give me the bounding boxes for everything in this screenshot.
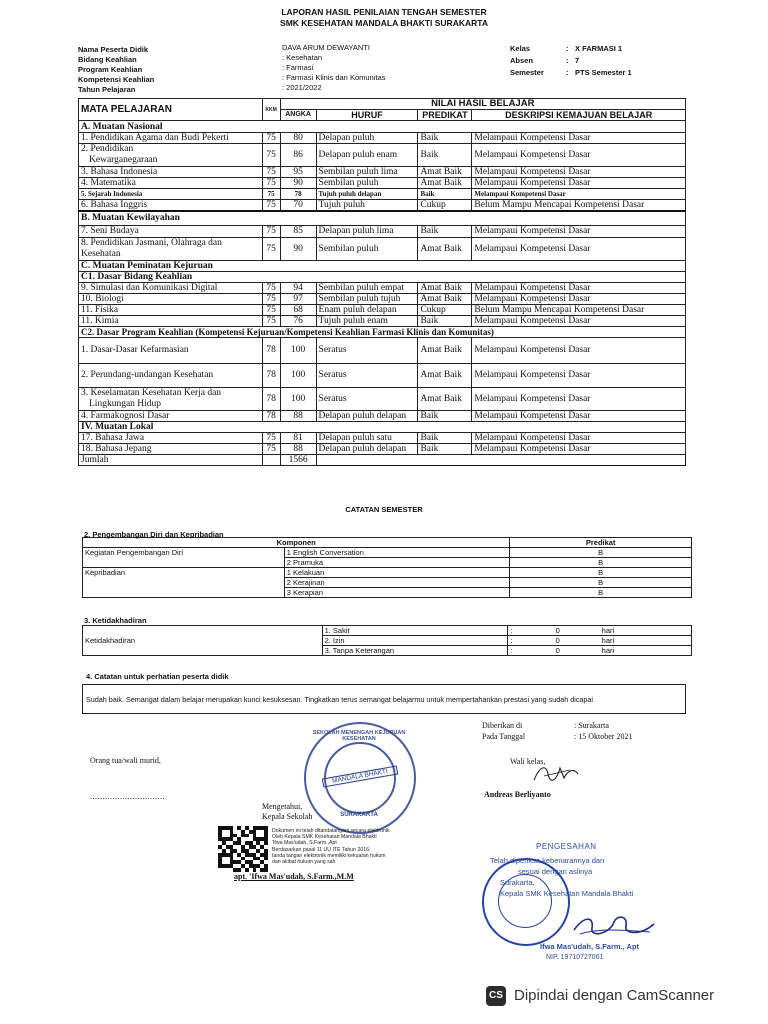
table-row: 6. Bahasa Inggris 75 70 Tujuh puluh Cukup Belum Mampu Mencapai Kompetensi Dasar (79, 200, 686, 212)
table-row: 3. Tanpa Keterangan : 0 hari (83, 646, 692, 656)
table-row: 8. Pendidikan Jasmani, Olahraga dan Kesehatan 75 90 Sembilan puluh Amat Baik Melampaui Kompetensi Dasar (79, 237, 686, 260)
report-title: LAPORAN HASIL PENILAIAN TENGAH SEMESTER (281, 7, 487, 17)
orang-tua-label: Orang tua/wali murid, (90, 756, 161, 765)
header-kkm: KKM (262, 99, 280, 121)
class-info-colons: : : : (566, 44, 569, 77)
wali-kelas-label: Wali kelas, (510, 757, 546, 766)
kepala-sekolah-name: apt. 'Ifwa Mas'udah, S.Farm.,M.M (234, 872, 354, 881)
ketidakhadiran-title: 3. Ketidakhadiran (84, 616, 147, 625)
table-row: 2 Kerajinan B (83, 578, 692, 588)
header-huruf: HURUF (316, 110, 418, 121)
kepala-sekolah-label: Mengetahui, Kepala Sekolah (262, 802, 313, 821)
total-row (79, 454, 686, 465)
section-b-rows (79, 225, 686, 260)
electronic-signature-note: Dokumen ini telah ditandatangani secara elektronik Oleh Kepala SMK Kesehatan Mandala Bhakti 'Ifwa Mas'udah, S.Farm.,Apt Berdasarkan pasal 11 UU ITE Tahun 2016, tanda tangan elektronik memiliki kekuatan hukum dan akibat hukum yang sah (272, 828, 390, 866)
section-c1-rows (79, 282, 686, 326)
table-row: 11. Kimia 75 76 Tujuh puluh enam Baik Melampaui Kompetensi Dasar (79, 315, 686, 326)
header-angka: ANGKA (280, 110, 316, 121)
pengembangan-title: 2. Pengembangan Diri dan Kepribadian (84, 530, 224, 539)
pengesahan-name: Ifwa Mas'udah, S.Farm., Apt (540, 942, 640, 951)
school-name: SMK KESEHATAN MANDALA BHAKTI SURAKARTA (280, 18, 488, 28)
section-iv-rows (79, 432, 686, 454)
place-date-labels: Diberikan di Pada Tanggal (482, 721, 526, 741)
camscanner-logo-icon: CS (486, 986, 506, 1006)
table-row: 1. Dasar-Dasar Kefarmasian 78 100 Seratus Amat Baik Melampaui Kompetensi Dasar (79, 337, 686, 363)
pengesahan-text: Telah diperiksa kebenarannya dan sesuai dengan aslinya Surakarta, Kepala SMK Kesehatan Mandala Bhakti (490, 856, 634, 898)
table-row: 10. Biologi 75 97 Sembilan puluh tujuh Amat Baik Melampaui Kompetensi Dasar (79, 293, 686, 304)
total-value: 1566 (280, 454, 316, 465)
header-mata-pelajaran: MATA PELAJARAN (79, 99, 263, 121)
section-a-rows (79, 133, 686, 212)
header-predikat: PREDIKAT (418, 110, 472, 121)
pengesahan-title: PENGESAHAN (536, 842, 597, 851)
table-row: 11. Fisika 75 68 Enam puluh delapan Cukup Belum Mampu Mencapai Kompetensi Dasar (79, 304, 686, 315)
table-row: 7. Seni Budaya 75 85 Delapan puluh lima Baik Melampaui Kompetensi Dasar (79, 225, 686, 237)
table-row: 5. Sejarah Indonesia 75 78 Tujuh puluh delapan Baik Melampaui Kompetensi Dasar (79, 189, 686, 200)
table-row: 1. Pendidikan Agama dan Budi Pekerti 75 80 Delapan puluh Baik Melampaui Kompetensi Dasar (79, 133, 686, 144)
catatan-semester-title: CATATAN SEMESTER (345, 505, 423, 514)
table-row: 2 Pramuka B (83, 558, 692, 568)
table-row: 2. Pendidikan Kewarganegaraan 75 86 Delapan puluh enam Baik Melampaui Kompetensi Dasar (79, 144, 686, 167)
table-row: 2. Perundang-undangan Kesehatan 78 100 Seratus Amat Baik Melampaui Kompetensi Dasar (79, 363, 686, 387)
table-row: 4. Farmakognosi Dasar 78 88 Delapan puluh delapan Baik Melampaui Kompetensi Dasar (79, 410, 686, 421)
pengesahan-nip: NIP. 19710727061 (546, 954, 604, 961)
identity-labels: Nama Peserta Didik Bidang Keahlian Program Keahlian Kompetensi Keahlian Tahun Pelajaran (78, 45, 155, 94)
place-date-values: : Surakarta : 15 Oktober 2021 (574, 721, 633, 741)
pengesahan-stamp-inner (498, 874, 552, 928)
section-muatan-kewilayahan: B. Muatan Kewilayahan (79, 211, 686, 225)
header-nilai-hasil: NILAI HASIL BELAJAR (280, 99, 685, 110)
table-row: Kegiatan Pengembangan Diri 1 English Conversation B (83, 548, 692, 558)
table-row: Kepribadian 1 Kelakuan B (83, 568, 692, 578)
table-row: 2. Izin : 0 hari (83, 636, 692, 646)
section-muatan-nasional: A. Muatan Nasional (79, 121, 686, 133)
total-label: Jumlah (79, 454, 263, 465)
catatan-text: Sudah baik. Semangat dalam belajar merupakan kunci kesuksesan. Tingkatkan terus semangat belajarmu untuk mempertahankan prestasi yang sudah dicapai (82, 684, 686, 714)
section-c2-rows (79, 337, 686, 421)
header-komponen: Komponen (83, 538, 510, 548)
table-row: 3. Bahasa Indonesia 75 95 Sembilan puluh lima Amat Baik Melampaui Kompetensi Dasar (79, 167, 686, 178)
wali-kelas-name: Andreas Berliyanto (484, 790, 551, 799)
table-row: 3. Keselamatan Kesehatan Kerja dan Lingkungan Hidup 78 100 Seratus Amat Baik Melampaui Kompetensi Dasar (79, 387, 686, 410)
catatan-title: 4. Catatan untuk perhatian peserta didik (86, 672, 229, 681)
ketidakhadiran-table (82, 625, 692, 656)
section-dasar-bidang: C1. Dasar Bidang Keahlian (79, 271, 686, 282)
pengesahan-signature (570, 912, 660, 940)
section-muatan-peminatan: C. Muatan Peminatan Kejuruan (79, 260, 686, 271)
pengembangan-table (82, 537, 692, 598)
section-muatan-lokal: IV. Muatan Lokal (79, 421, 686, 432)
class-info-labels: Kelas Absen Semester (510, 44, 544, 77)
orang-tua-signature-line: .............................. (90, 792, 165, 801)
school-stamp: SEKOLAH MENENGAH KEJURUAN KESEHATAN MANDALA BHAKTI SURAKARTA (304, 722, 416, 834)
identity-values: DAVA ARUM DEWAYANTI : Kesehatan : Farmasi : Farmasi Klinis dan Komunitas : 2021/2022 (282, 43, 386, 92)
class-info-values: X FARMASI 1 7 PTS Semester 1 (575, 44, 632, 77)
ketidakhadiran-label: Ketidakhadiran (83, 626, 323, 656)
camscanner-watermark: Dipindai dengan CamScanner (514, 987, 715, 1004)
table-row: 9. Simulasi dan Komunikasi Digital 75 94 Sembilan puluh empat Amat Baik Melampaui Kompetensi Dasar (79, 282, 686, 293)
table-row: 18. Bahasa Jepang 75 88 Delapan puluh delapan Baik Melampaui Kompetensi Dasar (79, 443, 686, 454)
table-row: 17. Bahasa Jawa 75 81 Delapan puluh satu Baik Melampaui Kompetensi Dasar (79, 432, 686, 443)
grades-table (78, 98, 686, 466)
qr-code (218, 826, 268, 872)
section-dasar-program: C2. Dasar Program Keahlian (Kompetensi Kejuruan/Kompetensi Keahlian Farmasi Klinis dan Komunitas) (79, 326, 686, 337)
header-deskripsi: DESKRIPSI KEMAJUAN BELAJAR (472, 110, 686, 121)
table-row: 4. Matematika 75 90 Sembilan puluh Amat Baik Melampaui Kompetensi Dasar (79, 178, 686, 189)
wali-kelas-signature (530, 760, 582, 786)
table-row: Ketidakhadiran 1. Sakit : 0 hari (83, 626, 692, 636)
table-row: 3 Kerapian B (83, 588, 692, 598)
header-predikat-2: Predikat (510, 538, 692, 548)
